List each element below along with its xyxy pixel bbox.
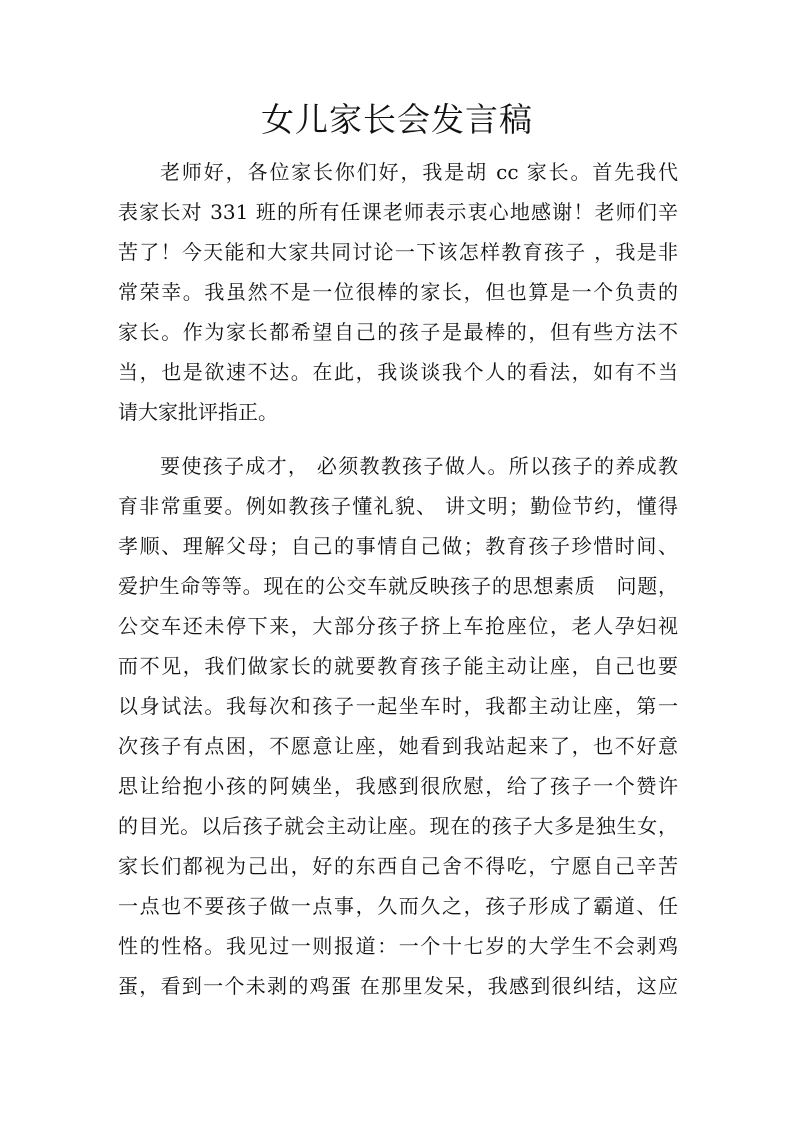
document-title: 女儿家长会发言稿 (261, 100, 533, 139)
paragraph-line: 思让给抱小孩的阿姨坐，我感到很欣慰，给了孩子一个赞许 (118, 774, 678, 798)
paragraph-line: 当，也是欲速不达。在此，我谈谈我个人的看法，如有不当 (118, 360, 678, 384)
paragraph-line: 蛋，看到一个未剥的鸡蛋 在那里发呆，我感到很纠结，这应 (118, 974, 678, 998)
paragraph-2 (118, 446, 678, 1006)
paragraph-line: 次孩子有点困，不愿意让座，她看到我站起来了，也不好意 (118, 734, 678, 758)
paragraph-line: 表家长对 331 班的所有任课老师表示衷心地感谢！老师们辛 (118, 200, 678, 224)
paragraph-line: 而不见，我们做家长的就要教育孩子能主动让座，自己也要 (118, 654, 678, 678)
paragraph-line: 老师好，各位家长你们好，我是胡 cc 家长。首先我代 (160, 160, 678, 184)
paragraph-line: 请大家批评指正。 (118, 400, 278, 424)
paragraph-1 (118, 152, 678, 432)
paragraph-line: 公交车还未停下来，大部分孩子挤上车抢座位，老人孕妇视 (118, 614, 678, 638)
paragraph-line: 一点也不要孩子做一点事，久而久之，孩子形成了霸道、任 (118, 894, 678, 918)
paragraph-line: 性的性格。我见过一则报道：一个十七岁的大学生不会剥鸡 (118, 934, 678, 958)
paragraph-line: 常荣幸。我虽然不是一位很棒的家长，但也算是一个负责的 (118, 280, 678, 304)
paragraph-line: 要使孩子成才， 必须教教孩子做人。所以孩子的养成教 (160, 454, 678, 478)
paragraph-line: 苦了！今天能和大家共同讨论一下该怎样教育孩子 ，我是非 (118, 240, 678, 264)
paragraph-line: 以身试法。我每次和孩子一起坐车时，我都主动让座，第一 (118, 694, 678, 718)
paragraph-line: 育非常重要。例如教孩子懂礼貌、 讲文明；勤俭节约，懂得 (118, 494, 678, 518)
paragraph-line: 孝顺、理解父母；自己的事情自己做；教育孩子珍惜时间、 (118, 534, 678, 558)
paragraph-line: 的目光。以后孩子就会主动让座。现在的孩子大多是独生女， (118, 814, 678, 838)
paragraph-line: 家长们都视为己出，好的东西自己舍不得吃，宁愿自己辛苦 (118, 854, 678, 878)
paragraph-line: 爱护生命等等。现在的公交车就反映孩子的思想素质 问题， (118, 574, 678, 598)
paragraph-line: 家长。作为家长都希望自己的孩子是最棒的，但有些方法不 (118, 320, 678, 344)
